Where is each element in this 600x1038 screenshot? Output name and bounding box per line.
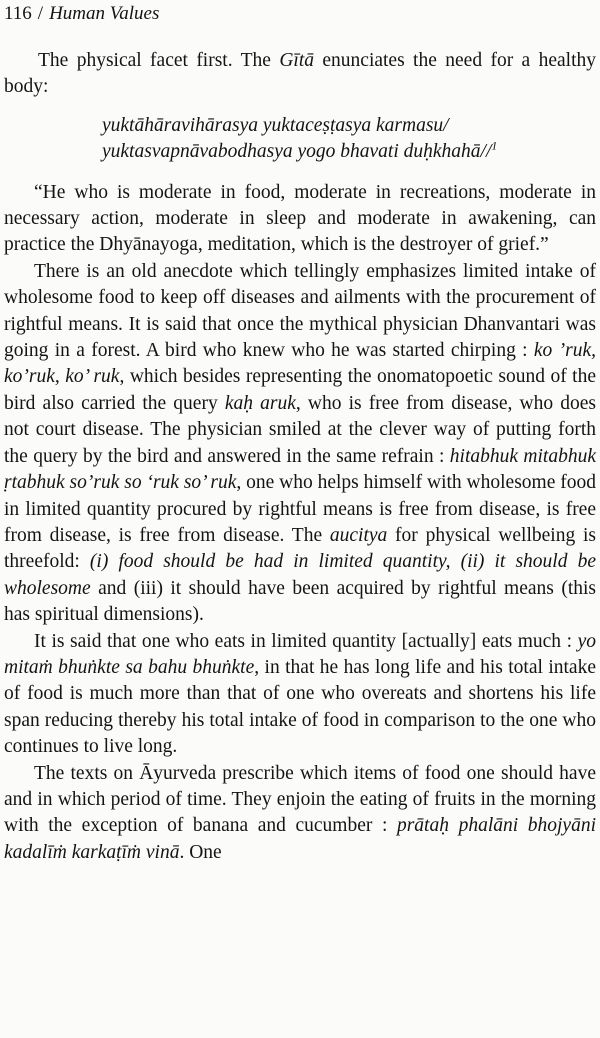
page-number: 116 bbox=[4, 3, 32, 24]
italic-phrase: hitabhuk mitabhuk ṛtabhuk so’ruk so ‘ruk so’ ruk bbox=[4, 445, 596, 494]
italic-phrase: yo mitaṁ bhuṅkte sa bahu bhuṅkte bbox=[4, 630, 596, 678]
italic-phrase: kaḥ aruk bbox=[224, 392, 296, 414]
text-run: and (iii) it should have been acquired by rightful means (this has spiritual dimensions). bbox=[4, 577, 596, 626]
text-run: , which besides representing the onomatopoetic sound of the bird also carried the query bbox=[4, 366, 596, 414]
italic-phrase: (i) food should be had in limited quantity, (ii) it should be wholesome bbox=[4, 551, 596, 599]
text-run: , who is free from disease, who does not court disease. The physician smiled at the clever way of putting forth the query by the bird and answered in the same refrain : bbox=[4, 392, 597, 467]
text-run: It is said that one who eats in limited quantity [actually] eats much : bbox=[34, 630, 578, 652]
text-run: There is an old anecdote which tellingly emphasizes limited intake of wholesome food to keep off diseases and ailments with the procurement of rightful means. It is said that once the mythical physician Dhanvantari was going in a forest. A bird who knew who he was started chirping : bbox=[4, 260, 596, 362]
text-run: enunciates the need for a healthy body: bbox=[4, 50, 596, 98]
sanskrit-verse bbox=[102, 113, 596, 166]
verse-line-1: yuktāhāravihārasya yuktaceṣṭasya karmasu/ bbox=[102, 114, 449, 136]
text-run: , in that he has long life and his total intake of food is much more than that of one who overeats and shortens his life span reducing thereby his total intake of food in comparison to the one who continues to live long. bbox=[4, 656, 596, 758]
italic-phrase: ko ’ruk, ko’ruk, ko’ ruk bbox=[4, 340, 596, 388]
text-run: , one who helps himself with wholesome food in limited quantity procured by rightful means is free from disease, is free from disease, is free from disease. The bbox=[4, 472, 596, 546]
paragraph-limited-eating bbox=[4, 629, 596, 761]
italic-phrase: aucitya bbox=[329, 524, 388, 546]
book-title: Human Values bbox=[49, 3, 160, 24]
running-header bbox=[4, 2, 159, 26]
text-run: for physical wellbeing is threefold: bbox=[4, 524, 597, 573]
paragraph-ayurveda bbox=[4, 761, 596, 867]
header-separator: / bbox=[37, 3, 44, 24]
paragraph-intro bbox=[4, 48, 596, 101]
text-run: The physical facet first. The bbox=[38, 50, 280, 71]
text-run: . One bbox=[179, 841, 222, 863]
text-run: The texts on Āyurveda prescribe which items of food one should have and in which period of time. They enjoin the eating of fruits in the morning with the exception of banana and cucumber : bbox=[4, 762, 596, 837]
footnote-marker: 1 bbox=[491, 138, 498, 153]
verse-line-2 bbox=[102, 139, 596, 165]
paragraph-anecdote bbox=[4, 259, 596, 629]
paragraph-translation: “He who is moderate in food, moderate in recreations, moderate in necessary action, moderate in sleep and moderate in awakening, can practice the Dhyānayoga, meditation, which is the destroyer of grief.” bbox=[4, 181, 596, 256]
verse-line-2-text: yuktasvapnāvabodhasya yogo bhavati duḥkhahā// bbox=[102, 141, 492, 163]
body-text bbox=[4, 48, 596, 866]
italic-term-gita: Gītā bbox=[279, 50, 314, 71]
italic-phrase: prātaḥ phalāni bhojyāni kadalīṁ karkaṭīṁ vinā bbox=[4, 815, 596, 863]
